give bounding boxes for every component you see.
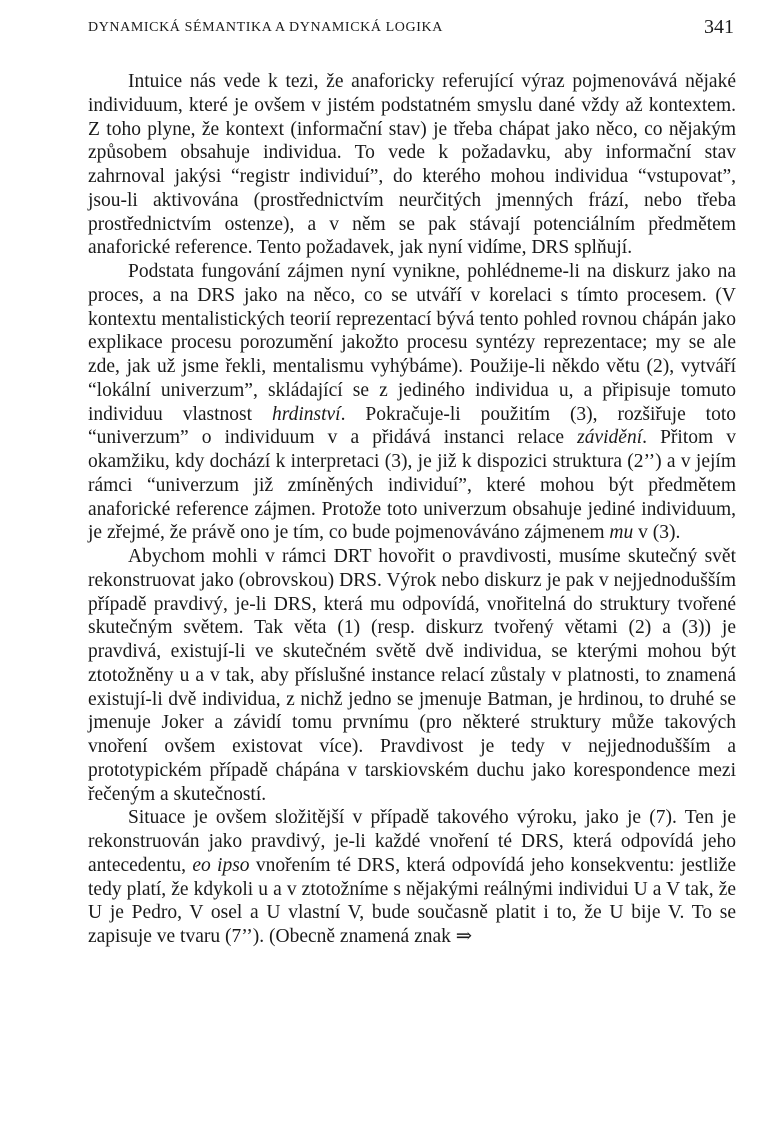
paragraph-text: v (3). (633, 522, 681, 544)
paragraph-2 (88, 260, 736, 545)
paragraph-text: Situace je ovšem složitější v případě takového výroku, jako je (7). Ten je rekonstruován jako pravdivý, je-li každé vnoření té DRS, která odpovídá jeho antecedentu, (88, 807, 736, 876)
paragraph-1 (88, 70, 736, 260)
italic-term: hrdinství (271, 403, 341, 425)
italic-term: eo ipso (192, 854, 250, 876)
paragraph-text: Abychom mohli v rámci DRT hovořit o pravdivosti, musíme skutečný svět rekonstruovat jako (obrovskou) DRS. Výrok nebo diskurz je pak v nejjednodušším případě pravdivý, je-li DRS, která mu odpovídá, vnořitelná do struktury tvořené skutečným světem. Tak věta (1) (resp. diskurz tvořený větami (2) a (3)) je pravdivá, existují-li ve skutečném světě dvě individua, se kterými mohou být ztotožněny u a v tak, aby příslušné instance relací zůstaly v platnosti, to znamená existují-li dvě individua, z nichž jedno se jmenuje Batman, je hrdinou, to druhé se jmenuje Joker a závidí tomu prvnímu (pro některé struktury může takových vnoření ovšem existovat více). Pravdivost je tedy v nejjednodušším a prototypickém případě chápána v tarskiovském duchu jako korespondence mezi řečeným a skutečností. (88, 546, 736, 805)
paragraph-text: Intuice nás vede k tezi, že anaforicky referující výraz pojmenovává nějaké individuum, které je ovšem v jistém podstatném smyslu dané vždy až kontextem. Z toho plyne, že kontext (informační stav) je třeba chápat jako něco, co nějakým způsobem obsahuje individua. To vede k požadavku, aby informační stav zahrnoval jakýsi “registr individuí”, do kterého mohou individua “vstupovat”, jsou-li aktivována (prostřednictvím neurčitých jmenných frází, nebo třeba prostřednictvím ostenze), a v něm se pak stávají potenciálním předmětem anaforické reference. Tento požadavek, jak nyní vidíme, DRS splňují. (88, 71, 736, 259)
paragraph-3 (88, 545, 736, 806)
paragraph-4 (88, 806, 736, 949)
running-head: DYNAMICKÁ SÉMANTIKA A DYNAMICKÁ LOGIKA (88, 20, 443, 35)
italic-term: mu (609, 522, 634, 544)
paragraph-text: Podstata fungování zájmen nyní vynikne, pohlédneme-li na diskurz jako na proces, a na DRS jako na něco, co se utváří v korelaci s tímto procesem. (V kontextu mentalistických teorií reprezentací bývá tento pohled rovnou chápán jako explikace procesu porozumění jakožto procesu syntézy reprezentace; my se ale zde, jak už jsme řekli, mentalismu vyhýbáme). Použije-li někdo větu (2), vytváří “lokální univerzum”, skládající se z jediného individua u, a připisuje tomuto individuu vlastnost (88, 261, 736, 425)
paragraph-text: . Pokračuje-li použitím (3), rozšiřuje toto “univerzum” o individuum v a přidává instanci relace (88, 403, 737, 449)
paragraph-text: . Přitom v okamžiku, kdy dochází k interpretaci (3), je již k dispozici struktura (2’’) a v jejím rámci “univerzum již zmíněných individuí”, které mohou být předmětem anaforické reference zájmen. Protože toto univerzum obsahuje jediné individuum, je zřejmé, že právě ono je tím, co bude pojmenováváno zájmenem (88, 427, 736, 544)
paragraph-text: vnořením té DRS, která odpovídá jeho konsekventu: jestliže tedy platí, že kdykoli u a v ztotožníme s nějakými reálnými individui U a V tak, že U je Pedro, V osel a U vlastní V, bude současně platit i to, že U bije V. To se zapisuje ve tvaru (7’’). (Obecně znamená znak ⇒ (88, 854, 736, 947)
italic-term: závidění (577, 427, 643, 449)
body-text (88, 70, 736, 949)
page-number: 341 (704, 16, 734, 38)
